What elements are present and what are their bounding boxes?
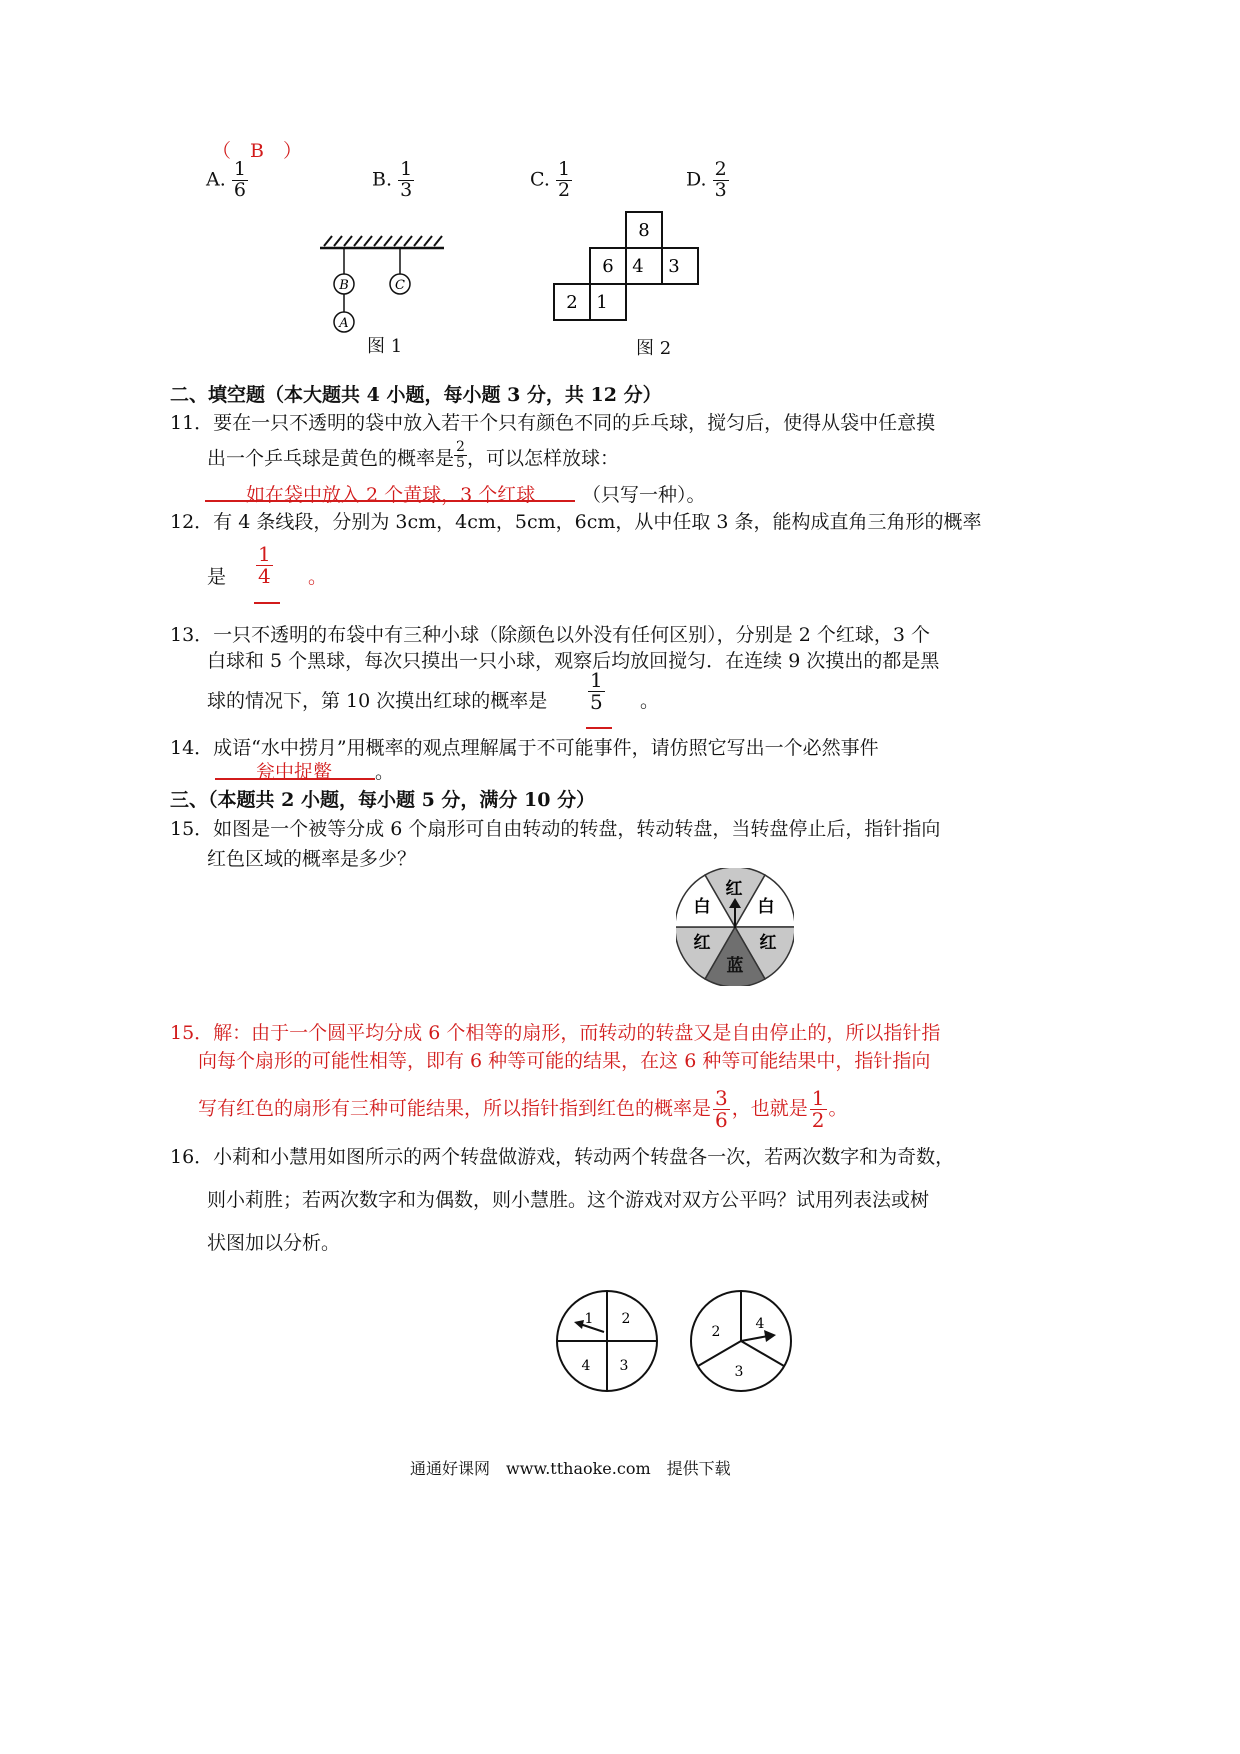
spinner-label-lower-right: 红	[759, 933, 777, 953]
q15-line-2: 红色区域的概率是多少？	[207, 848, 417, 870]
net-label-1: 1	[596, 292, 608, 313]
q13-answer: $\frac{1}{5}$	[590, 668, 603, 714]
q12-line-1: 12．有 4 条线段，分别为 3cm，4cm，5cm，6cm，从中任取 3 条，能构成直角三角形的概率	[170, 511, 982, 533]
spinner-label-upper-left: 白	[693, 897, 711, 917]
net-label-6: 6	[602, 256, 614, 277]
q16-spinner-1	[554, 1288, 660, 1394]
q13-line-1: 13．一只不透明的布袋中有三种小球（除颜色以外没有任何区别），分别是 2 个红球，3 个	[170, 624, 930, 646]
q11-suffix: （只写一种）。	[582, 484, 706, 506]
q14-suffix: 。	[375, 761, 395, 783]
q10-option-d: D. $\frac{2}{3}$	[686, 158, 727, 201]
q12-answer-blank	[254, 602, 280, 604]
q16-line-2: 则小莉胜；若两次数字和为偶数，则小慧胜。这个游戏对双方公平吗？试用列表法或树	[207, 1189, 930, 1211]
q10-answer: （ B ）	[212, 140, 302, 162]
q11-answer-blank	[205, 500, 575, 502]
q15-line-1: 15．如图是一个被等分成 6 个扇形可自由转动的转盘，转动转盘，当转盘停止后，指针指向	[170, 818, 941, 840]
q11-line-2: 出一个乒乓球是黄色的概率是 $\frac{2}{5}$ ，可以怎样放球：	[207, 439, 619, 471]
q16-line-3: 状图加以分析。	[207, 1232, 341, 1254]
q11-answer: 如在袋中放入 2 个黄球，3 个红球	[246, 484, 536, 506]
net-label-2: 2	[566, 292, 578, 313]
a15-line-2: 向每个扇形的可能性相等，即有 6 种等可能的结果，在这 6 种等可能结果中，指针指向	[198, 1050, 931, 1072]
spinner-label-bottom: 蓝	[726, 956, 744, 976]
q11-line-1: 11．要在一只不透明的袋中放入若干个只有颜色不同的乒乓球，搅匀后，使得从袋中任意摸	[170, 412, 936, 434]
spinner-2-label-3: 3	[734, 1364, 744, 1380]
ball-b-label: B	[339, 278, 349, 293]
q10-option-b: B. $\frac{1}{3}$	[372, 158, 413, 201]
a15-line-3: 写有红色的扇形有三种可能结果，所以指针指到红色的概率是 $\frac{3}{6}$ ，也就是 $\frac{1}{2}$ 。	[198, 1086, 848, 1132]
ball-c-label: C	[395, 278, 405, 293]
spinner-1-label-3: 3	[619, 1358, 629, 1374]
q16-spinner-2	[688, 1288, 794, 1394]
a15-line-1: 15．解：由于一个圆平均分成 6 个相等的扇形，而转动的转盘又是自由停止的，所以指针指	[170, 1022, 941, 1044]
q10-option-a: A. $\frac{1}{6}$	[206, 158, 246, 201]
footer-credit: 通通好课网 www.tthaoke.com 提供下载	[410, 1459, 731, 1478]
spinner-label-top: 红	[725, 879, 743, 899]
figure-1-caption: 图 1	[367, 336, 403, 357]
q16-line-1: 16．小莉和小慧用如图所示的两个转盘做游戏，转动两个转盘各一次，若两次数字和为奇数，	[170, 1146, 955, 1168]
q13-line-2: 白球和 5 个黑球，每次只摸出一只小球，观察后均放回搅匀．在连续 9 次摸出的都是黑	[207, 650, 940, 672]
figure-2-cube-net	[550, 210, 702, 324]
spinner-label-upper-right: 白	[757, 897, 775, 917]
spinner-2-label-2: 2	[711, 1324, 721, 1340]
figure-2-caption: 图 2	[636, 338, 672, 359]
spinner-2-label-4: 4	[755, 1316, 765, 1332]
q14-answer-blank	[215, 778, 375, 780]
q12-answer: $\frac{1}{4}$	[258, 542, 271, 588]
q10-option-c: C. $\frac{1}{2}$	[530, 158, 571, 201]
spinner-1-label-1: 1	[584, 1311, 594, 1327]
section-2-heading: 二、填空题（本大题共 4 小题，每小题 3 分，共 12 分）	[170, 384, 662, 406]
net-label-4: 4	[632, 256, 644, 277]
q13-line-3: 球的情况下，第 10 次摸出红球的概率是	[207, 690, 548, 712]
q12-suffix: 。	[308, 566, 328, 588]
q14-answer: 瓮中捉鳖	[256, 761, 333, 783]
spinner-1-label-4: 4	[581, 1358, 591, 1374]
q13-answer-blank	[586, 727, 612, 729]
spinner-1-label-2: 2	[621, 1311, 631, 1327]
q13-suffix: 。	[640, 690, 660, 712]
section-3-heading: 三、（本题共 2 小题，每小题 5 分，满分 10 分）	[170, 789, 596, 811]
q15-spinner	[676, 868, 794, 986]
spinner-label-lower-left: 红	[693, 933, 711, 953]
ball-a-label: A	[339, 316, 349, 331]
q14-line-1: 14．成语“水中捞月”用概率的观点理解属于不可能事件，请仿照它写出一个必然事件	[170, 737, 879, 759]
net-label-3: 3	[668, 256, 680, 277]
q12-prefix: 是	[207, 566, 227, 588]
net-label-8: 8	[638, 220, 650, 241]
